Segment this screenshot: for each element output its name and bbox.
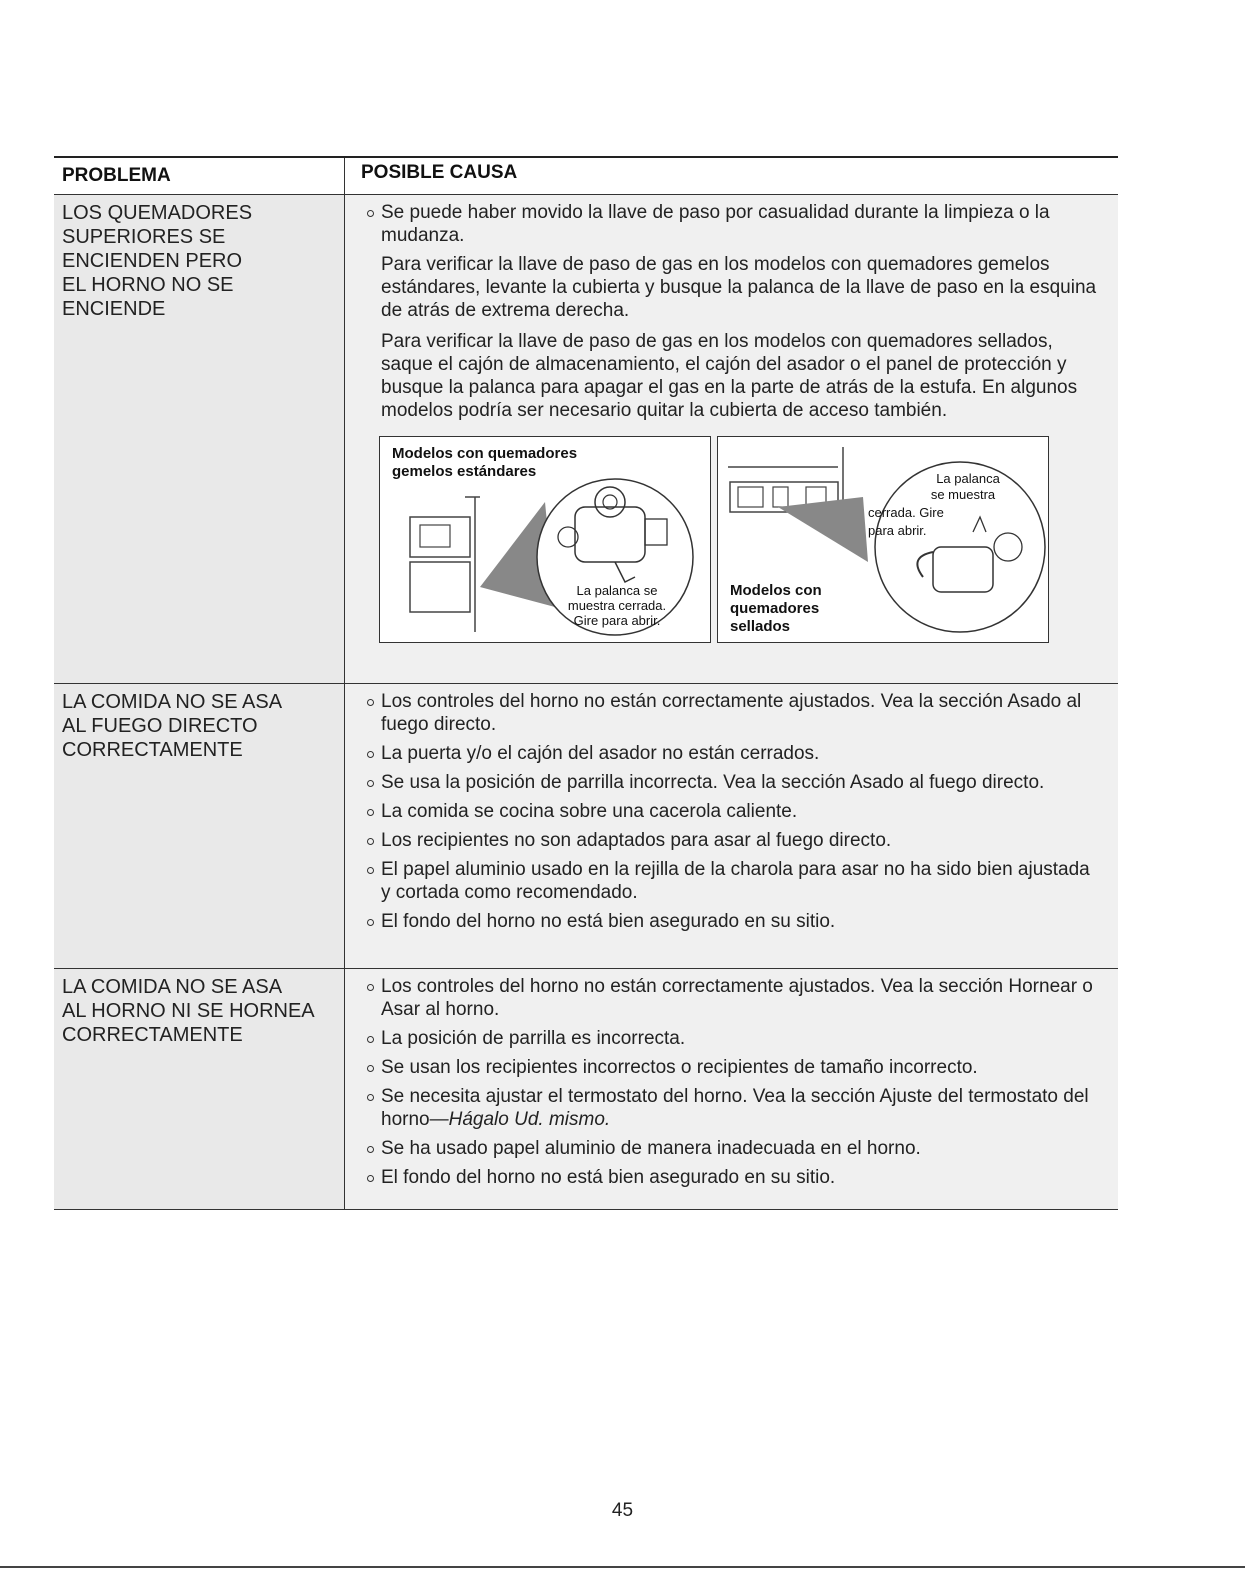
bottom-rule [0,1566,1245,1568]
figure-title-line: Modelos con [730,582,822,599]
figure-note-line: se muestra [930,487,996,502]
figure-title-line: quemadores [730,600,820,617]
figure-sealed-burners [717,436,1049,643]
table-row [54,969,1118,1210]
cause-item: Los recipientes no son adaptados para asar al fuego directo. [361,829,1104,852]
table-row [54,195,1118,684]
thermostat-text: Se necesita ajustar el termostato del horno. Vea la sección Ajuste del termostato del horno— [381,1086,1089,1130]
header-problem: PROBLEMA [54,158,345,194]
cause-paragraph: Para verificar la llave de paso de gas en los modelos con quemadores sellados, saque el cajón de almacenamiento, el cajón del asador o el panel de protección y busque la palanca para apagar el gas en la parte de atrás de la estufa. En algunos modelos podría ser necesario quitar la cubierta de acceso también. [381,331,1078,421]
illustration-group [379,436,1104,643]
cause-item: Se usan los recipientes incorrectos o recipientes de tamaño incorrecto. [361,1056,1104,1079]
thermostat-italic: Hágalo Ud. mismo. [448,1109,611,1130]
figure-note-line: muestra cerrada. [567,598,667,613]
troubleshooting-table [54,156,1118,1210]
figure-note-line: La palanca se [576,583,658,598]
cause-item: La puerta y/o el cajón del asador no están cerrados. [361,742,1104,765]
figure-note-line: La palanca [936,471,1000,486]
figure-title-line: Modelos con quemadores [392,445,578,462]
cause-item: Los controles del horno no están correctamente ajustados. Vea la sección Asado al fuego directo. [361,690,1104,736]
cause-item: El fondo del horno no está bien asegurado en su sitio. [361,1166,1104,1189]
cause-item: La posición de parrilla es incorrecta. [361,1027,1104,1050]
header-cause: POSIBLE CAUSA [361,162,518,183]
cause-item: Los controles del horno no están correctamente ajustados. Vea la sección Hornear o Asar al horno. [361,975,1104,1021]
figure-note-line: Gire para abrir. [573,613,661,628]
figure-note-line: para abrir. [868,523,927,538]
cause-item: Se usa la posición de parrilla incorrecta. Vea la sección Asado al fuego directo. [361,771,1104,794]
cause-item: El fondo del horno no está bien asegurado en su sitio. [361,910,1104,933]
figure-twin-burners [379,436,711,643]
cause-item: El papel aluminio usado en la rejilla de la charola para asar no ha sido bien ajustada y cortada como recomendado. [361,858,1104,904]
page-number: 45 [611,1500,634,1521]
cause-cell [345,195,1118,683]
problem-cell: LA COMIDA NO SE ASA AL HORNO NI SE HORNEA CORRECTAMENTE [54,969,345,1209]
cause-item: Se puede haber movido la llave de paso por casualidad durante la limpieza o la mudanza. [361,201,1104,247]
cause-cell [345,684,1118,968]
cause-item: Se ha usado papel aluminio de manera inadecuada en el horno. [361,1137,1104,1160]
cause-item: La comida se cocina sobre una cacerola caliente. [361,800,1104,823]
problem-cell: LOS QUEMADORES SUPERIORES SE ENCIENDEN PERO EL HORNO NO SE ENCIENDE [54,195,345,683]
cause-cell [345,969,1118,1209]
table-row [54,684,1118,969]
figure-title-line: gemelos estándares [392,463,537,480]
figure-title-line: sellados [730,618,791,635]
table-header [54,156,1118,195]
figure-note-line: cerrada. Gire [868,505,944,520]
problem-cell: LA COMIDA NO SE ASA AL FUEGO DIRECTO CORRECTAMENTE [54,684,345,968]
cause-item [361,1085,1104,1131]
cause-paragraph: Para verificar la llave de paso de gas en los modelos con quemadores gemelos estándares, levante la cubierta y busque la palanca de la llave de paso en la esquina de atrás de extrema derecha. [381,254,1097,321]
